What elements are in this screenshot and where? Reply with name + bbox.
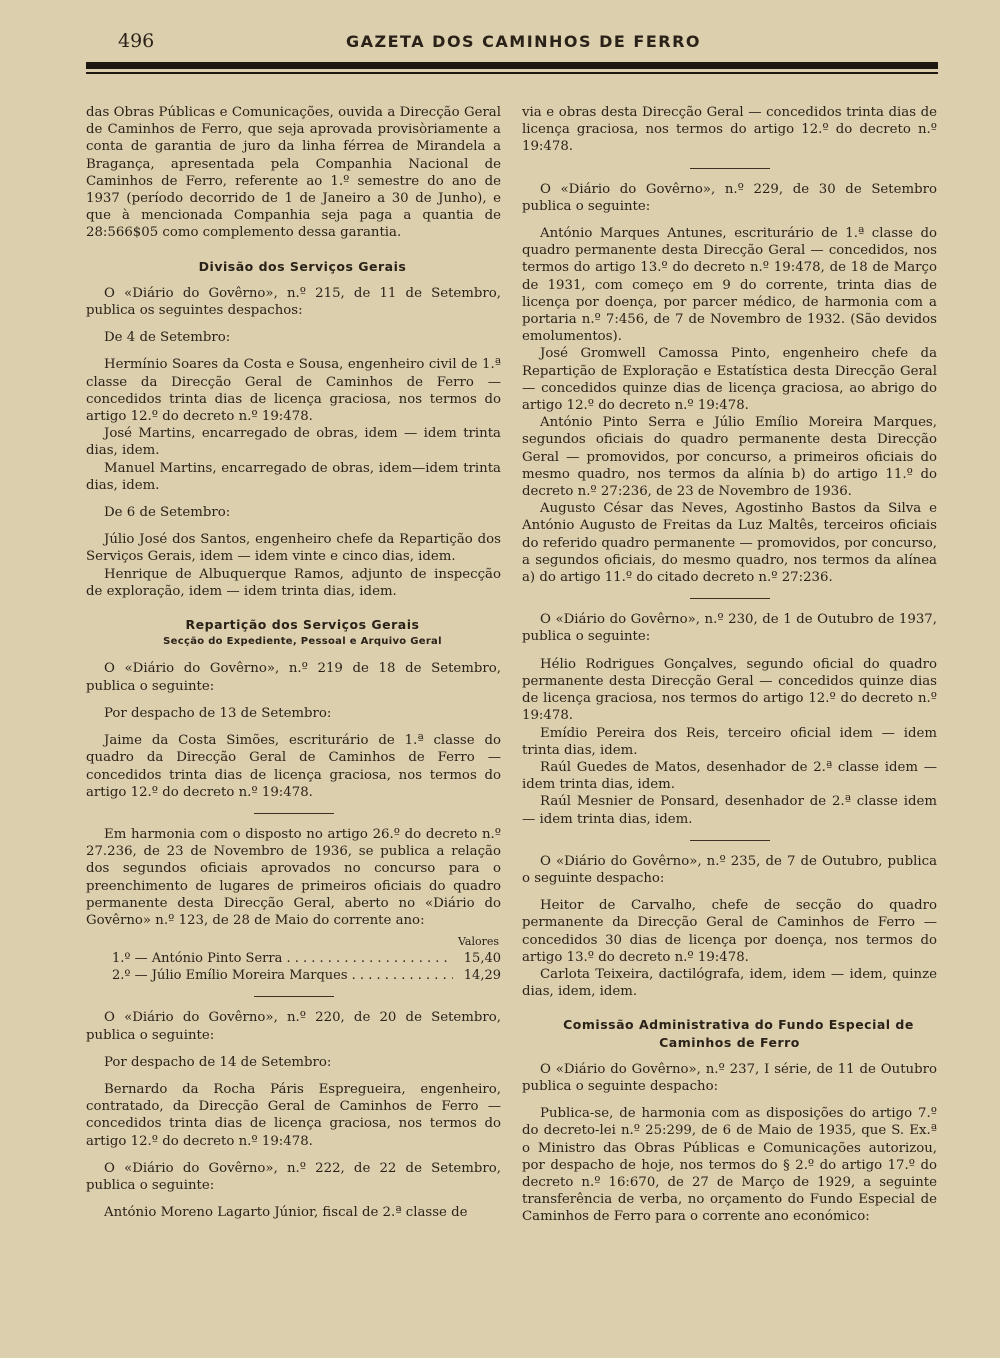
paragraph: Em harmonia com o disposto no artigo 26.º do decreto n.º 27.236, de 23 de Novembro de 1936, se publica a relação dos segundos oficiais aprovados no concurso para o preenchimento de lugares de primeiros oficiais do quadro permanente desta Direcção Geral, aberto no «Diário do Govêrno» n.º 123, de 28 de Maio do corrente ano: <box>86 826 501 928</box>
paragraph: O «Diário do Govêrno», n.º 230, de 1 de Outubro de 1937, publica o seguinte: <box>522 612 937 645</box>
section-heading: Comissão Administrativa do Fundo Especial de Caminhos de Ferro <box>563 1017 914 1050</box>
divider <box>690 598 770 599</box>
section-heading: Repartição dos Serviços Gerais <box>185 617 420 633</box>
divider <box>254 996 334 997</box>
paragraph: Hélio Rodrigues Gonçalves, segundo oficial do quadro permanente desta Direcção Geral — concedidos quinze dias de licença graciosa, nos termos do artigo 12.º do decreto n.º 19:478. <box>522 656 937 724</box>
paragraph: Emídio Pereira dos Reis, terceiro oficial idem — idem trinta dias, idem. <box>522 725 937 758</box>
paragraph: O «Diário do Govêrno», n.º 237, I série, de 11 de Outubro publica o seguinte despacho: <box>522 1061 937 1094</box>
paragraph: Júlio José dos Santos, engenheiro chefe da Repartição dos Serviços Gerais, idem — idem vinte e cinco dias, idem. <box>86 532 501 565</box>
paragraph: António Marques Antunes, escriturário de 1.ª classe do quadro permanente desta Direcção Geral — concedidos, nos termos do artigo 13.º do decreto n.º 19:478, de 18 de Março de 1931, com começo em 9 do corrente, trinta dias de licença por doença, por parcer médico, de harmonia com a portaria n.º 7:456, de 7 de Novembro de 1932. (São devidos emolumentos). <box>522 226 937 345</box>
paragraph: Manuel Martins, encarregado de obras, idem—idem trinta dias, idem. <box>86 460 501 493</box>
right-column <box>522 104 937 1226</box>
divider <box>690 168 770 169</box>
paragraph: Carlota Teixeira, dactilógrafa, idem, idem — idem, quinze dias, idem, idem. <box>522 966 937 1000</box>
value-name: 1.º — António Pinto Serra . . . <box>112 950 453 967</box>
paragraph: O «Diário do Govêrno», n.º 215, de 11 de Setembro, publica os seguintes despachos: <box>86 285 501 319</box>
paragraph: Augusto César das Neves, Agostinho Bastos da Silva e António Augusto de Freitas da Luz Maltês, terceiros oficiais do referido quadro permanente — promovidos, por concurso, a segundos oficiais, do mesmo quadro, nos termos da alínea a) do artigo 11.º do citado decreto n.º 27:236. <box>522 501 937 586</box>
left-column <box>86 104 501 1221</box>
paragraph: De 4 de Setembro: <box>104 330 231 346</box>
paragraph: De 6 de Setembro: <box>104 505 231 521</box>
value-number: 15,40 <box>463 951 501 967</box>
paragraph: Bernardo da Rocha Páris Espregueira, engenheiro, contratado, da Direcção Geral de Caminhos de Ferro — concedidos trinta dias de licença graciosa, nos termos do artigo 12.º do decreto n.º 19:478. <box>86 1081 501 1149</box>
paragraph: Publica-se, de harmonia com as disposições do artigo 7.º do decreto-lei n.º 25:299, de 6 de Maio de 1935, que S. Ex.ª o Ministro das Obras Públicas e Comunicações autorizou, por despacho de hoje, nos termos do § 2.º do artigo 17.º do decreto n.º 16:670, de 27 de Março de 1929, a seguinte transferência de verba, no orçamento do Fundo Especial de Caminhos de Ferro para o corrente ano económico: <box>522 1106 937 1225</box>
paragraph: O «Diário do Govêrno», n.º 229, de 30 de Setembro publica o seguinte: <box>522 181 937 214</box>
section-heading: Divisão dos Serviços Gerais <box>198 258 407 274</box>
paragraph: Jaime da Costa Simões, escriturário de 1.ª classe do quadro da Direcção Geral de Caminhos de Ferro — concedidos trinta dias de licença graciosa, nos termos do artigo 12.º do decreto n.º 19:478. <box>86 733 501 800</box>
values-label: Valores <box>457 935 499 949</box>
paragraph: Henrique de Albuquerque Ramos, adjunto de inspecção de exploração, idem — idem trinta dias, idem. <box>86 566 501 599</box>
paragraph: via e obras desta Direcção Geral — concedidos trinta dias de licença graciosa, nos termos do artigo 12.º do decreto n.º 19:478. <box>522 105 937 155</box>
paragraph: das Obras Públicas e Comunicações, ouvida a Direcção Geral de Caminhos de Ferro, que seja aprovada provisòriamente a conta de garantia de juro da linha férrea de Mirandela a Bragança, apresentada pela Companhia Nacional de Caminhos de Ferro, referente ao 1.º semestre do ano de 1937 (período decorrido de 1 de Janeiro a 30 de Junho), e que à mencionada Companhia seja paga a quantia de 28:566$05 como complemento dessa garantia. <box>86 105 501 241</box>
page-header <box>86 30 938 58</box>
page-number: 496 <box>118 30 155 52</box>
paragraph: O «Diário do Govêrno», n.º 222, de 22 de Setembro, publica o seguinte: <box>86 1160 501 1193</box>
paragraph: Heitor de Carvalho, chefe de secção do quadro permanente da Direcção Geral de Caminhos de Ferro — concedidos 30 dias de licença por doença, nos termos do artigo 13.º do decreto n.º 19:478. <box>522 898 937 965</box>
value-row <box>86 967 501 984</box>
value-name: 2.º — Júlio Emílio Moreira Marques . . . <box>112 967 453 984</box>
paragraph: O «Diário do Govêrno», n.º 235, de 7 de Outubro, publica o seguinte despacho: <box>522 853 937 886</box>
paragraph: José Gromwell Camossa Pinto, engenheiro chefe da Repartição de Exploração e Estatística desta Direcção Geral — concedidos quinze dias de licença graciosa, ao abrigo do artigo 12.º do decreto n.º 19:478. <box>522 346 937 414</box>
paragraph: António Pinto Serra e Júlio Emílio Moreira Marques, segundos oficiais do quadro permanente desta Direcção Geral — promovidos, por concurso, a primeiros oficiais do mesmo quadro, nos termos da alínia b) do artigo 11.º do decreto n.º 27:236, de 23 de Novembro de 1936. <box>522 415 937 500</box>
paragraph: António Moreno Lagarto Júnior, fiscal de 2.ª classe de <box>104 1205 468 1221</box>
divider <box>254 813 334 814</box>
value-row <box>86 950 501 967</box>
paragraph: Hermínio Soares da Costa e Sousa, engenheiro civil de 1.ª classe da Direcção Geral de Caminhos de Ferro — concedidos trinta dias de licença graciosa, nos termos do artigo 12.º do decreto n.º 19:478. <box>86 357 501 425</box>
paragraph: Por despacho de 14 de Setembro: <box>104 1054 332 1070</box>
paragraph: Por despacho de 13 de Setembro: <box>104 705 332 721</box>
journal-title: GAZETA DOS CAMINHOS DE FERRO <box>346 32 702 51</box>
paragraph: Raúl Guedes de Matos, desenhador de 2.ª classe idem — idem trinta dias, idem. <box>522 759 937 793</box>
header-rule-thin <box>86 72 938 74</box>
paragraph: O «Diário do Govêrno», n.º 220, de 20 de Setembro, publica o seguinte: <box>86 1010 501 1043</box>
paragraph: Raúl Mesnier de Ponsard, desenhador de 2.ª classe idem — idem trinta dias, idem. <box>522 794 937 827</box>
section-subheading: Secção do Expediente, Pessoal e Arquivo Geral <box>163 636 442 648</box>
value-number: 14,29 <box>463 968 501 984</box>
paragraph: José Martins, encarregado de obras, idem — idem trinta dias, idem. <box>86 426 501 459</box>
paragraph: O «Diário do Govêrno», n.º 219 de 18 de Setembro, publica o seguinte: <box>86 661 501 694</box>
header-rule-thick <box>86 62 938 69</box>
divider <box>690 840 770 841</box>
